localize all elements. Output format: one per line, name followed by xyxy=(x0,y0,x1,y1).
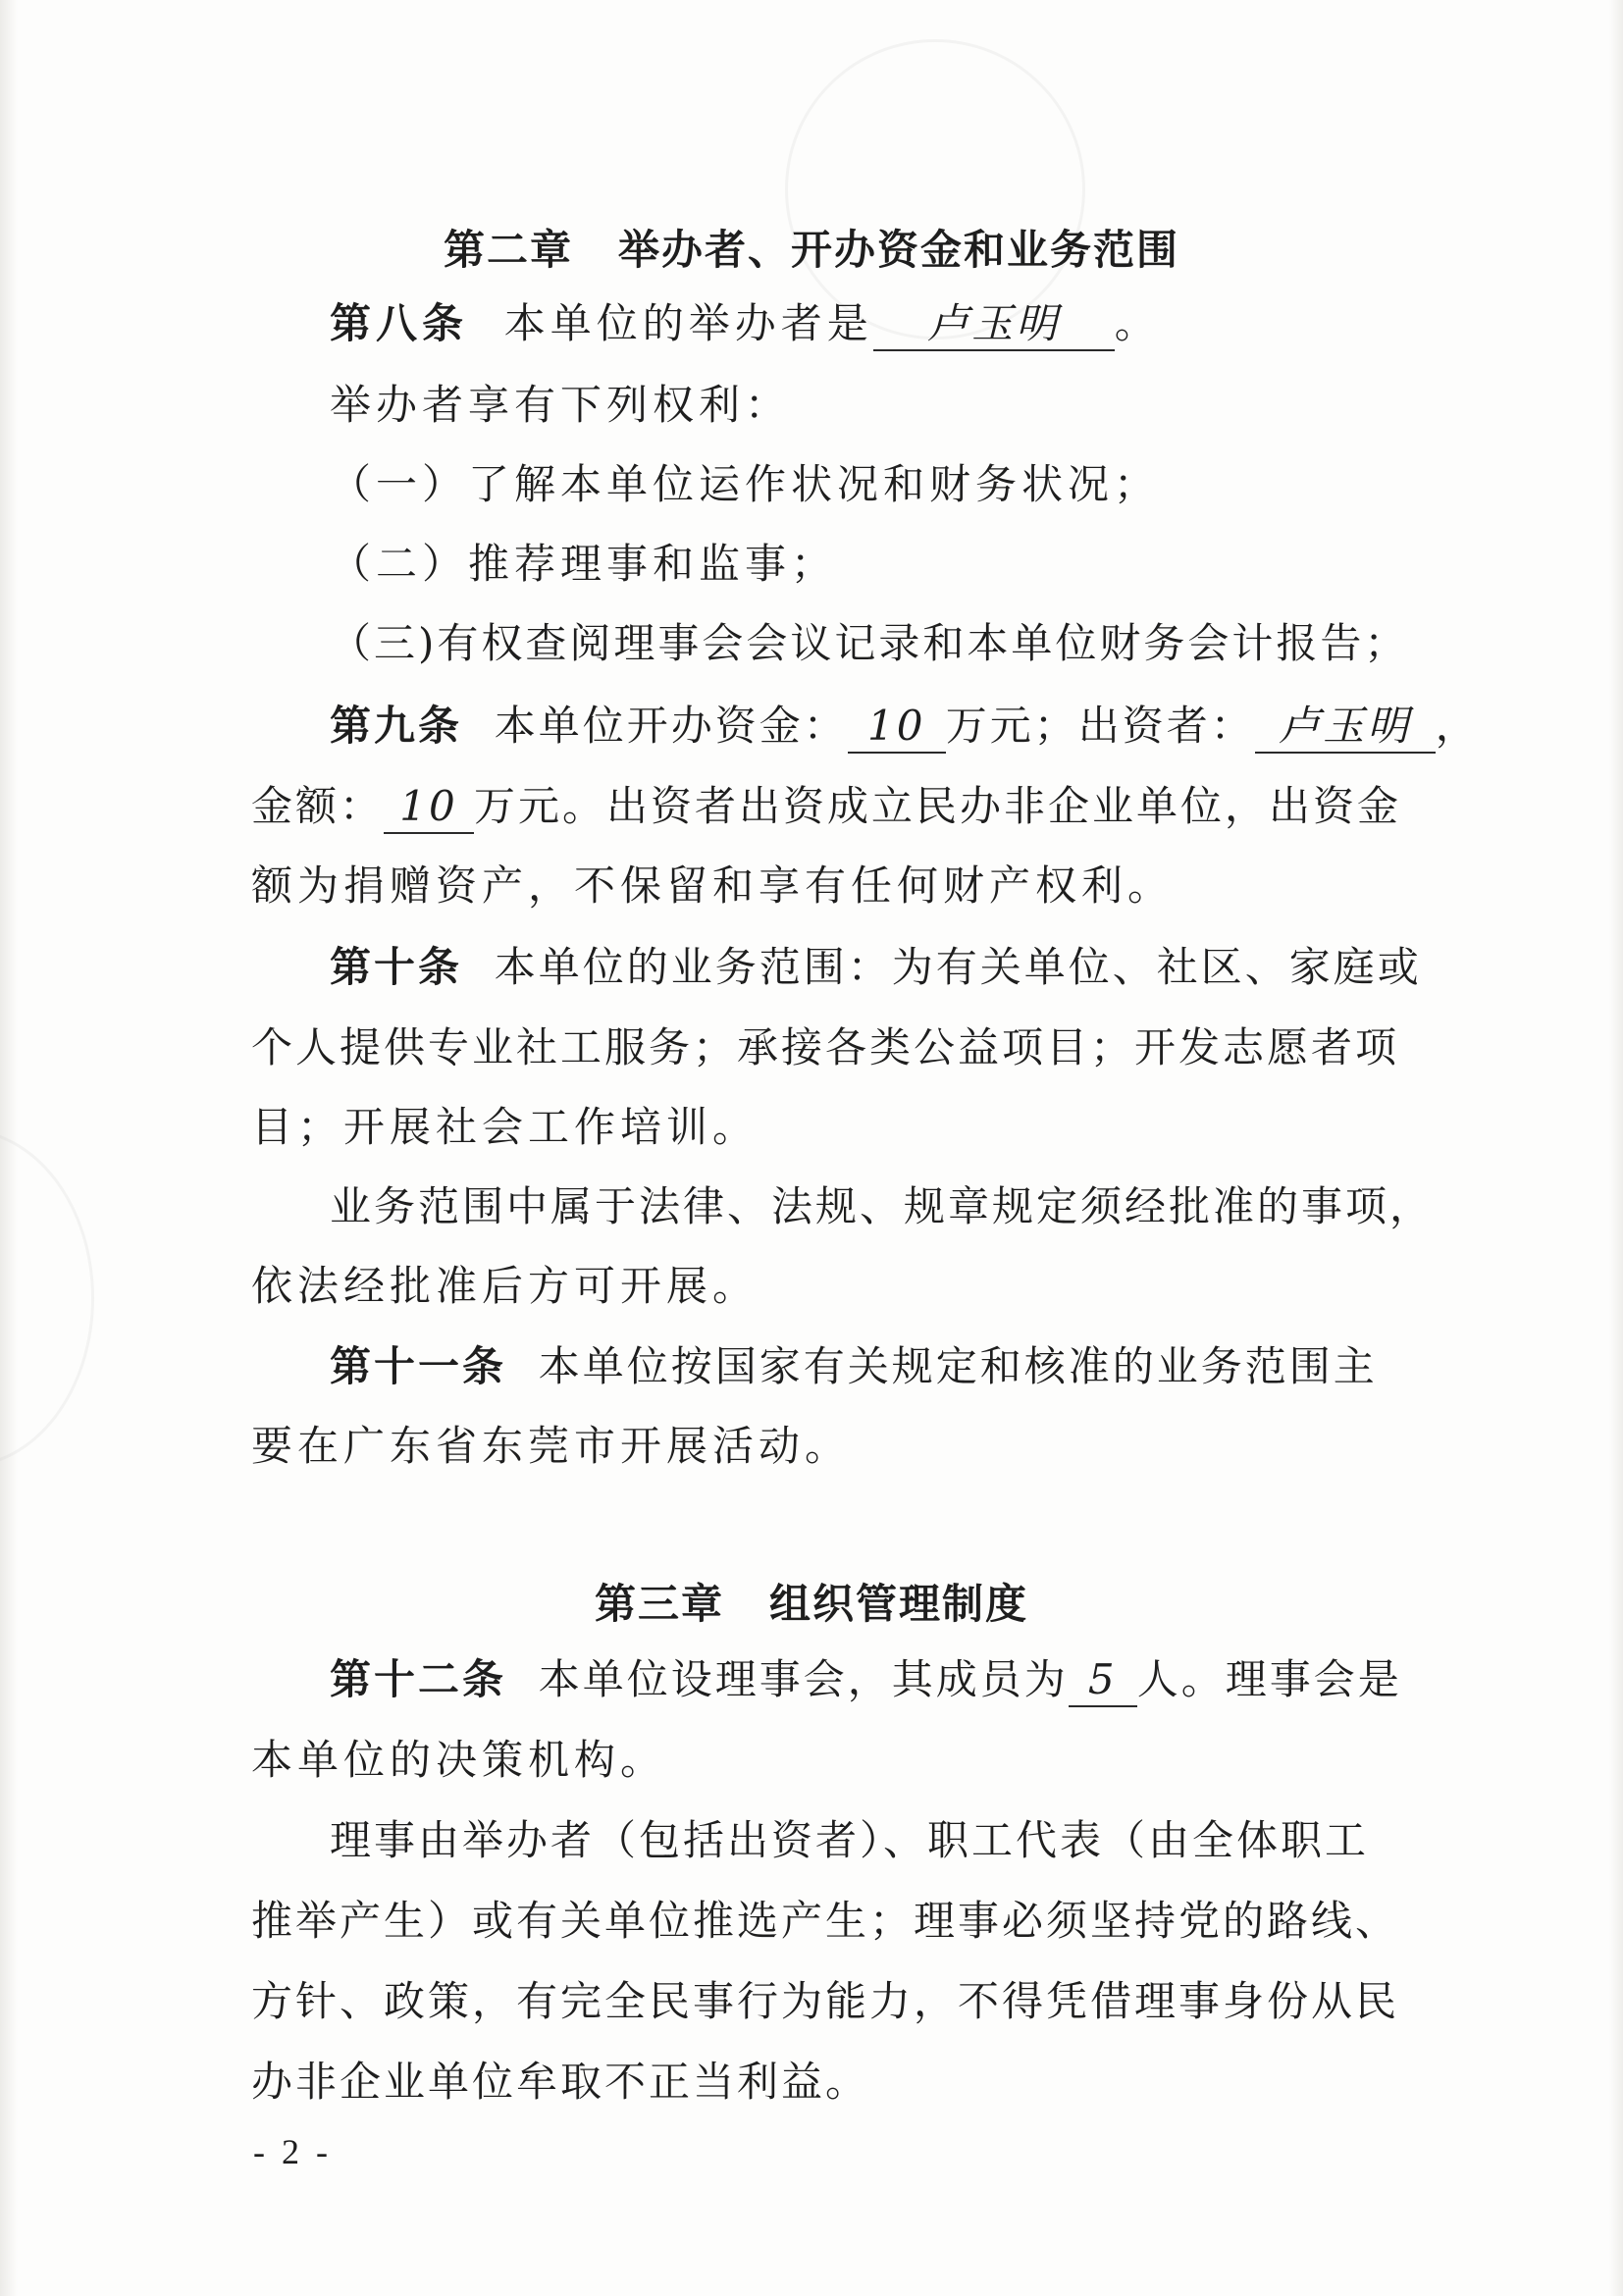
article-10-line-3: 目；开展社会工作培训。 xyxy=(251,1103,759,1151)
page-number: - 2 - xyxy=(253,2132,332,2171)
article-11-line-1 xyxy=(330,1337,1378,1396)
article-11-line-1-text: 本单位按国家有关规定和核准的业务范围主 xyxy=(538,1342,1378,1390)
article-10-line-1-text: 本单位的业务范围：为有关单位、社区、家庭或 xyxy=(494,943,1422,991)
article-12-text: 本单位设理事会，其成员为 xyxy=(538,1655,1069,1703)
article-9-amount-label: 金额： xyxy=(251,782,385,830)
article-11-line-2: 要在广东省东莞市开展活动。 xyxy=(251,1422,852,1470)
chapter-2-number: 第二章 xyxy=(443,226,573,274)
article-11-label: 第十一条 xyxy=(330,1342,507,1390)
organizer-rights-intro: 举办者享有下列权利： xyxy=(330,381,792,429)
chapter-2-heading xyxy=(0,218,1623,277)
article-10-line-2: 个人提供专业社工服务；承接各类公益项目；开发志愿者项 xyxy=(251,1023,1400,1071)
article-9-capital-label: 本单位开办资金： xyxy=(494,702,848,750)
article-12-para-2-line-4: 办非企业单位牟取不正当利益。 xyxy=(251,2058,870,2106)
article-12-para-2-line-2: 推举产生）或有关单位推选产生；理事必须坚持党的路线、 xyxy=(251,1897,1400,1945)
article-10-para-2-line-1: 业务范围中属于法律、法规、规章规定须经批准的事项， xyxy=(330,1182,1435,1230)
organizer-right-1: （一）了解本单位运作状况和财务状况； xyxy=(330,460,1161,508)
scan-edge-shadow-right xyxy=(1609,0,1623,2296)
chapter-3-number: 第三章 xyxy=(594,1580,724,1628)
article-8-period: 。 xyxy=(1114,299,1161,347)
article-12-para-2-line-3: 方针、政策，有完全民事行为能力，不得凭借理事身份从民 xyxy=(251,1977,1400,2025)
article-12-label: 第十二条 xyxy=(330,1655,507,1703)
investor-name-field: 卢玉明 xyxy=(1255,701,1436,754)
article-12-text-after: 人。理事会是 xyxy=(1136,1655,1402,1703)
article-12-para-2-line-1: 理事由举办者（包括出资者）、职工代表（由全体职工 xyxy=(330,1816,1370,1864)
organizer-right-2: （二）推荐理事和监事； xyxy=(330,540,838,588)
organizer-name-field: 卢玉明 xyxy=(873,298,1115,351)
article-8-line xyxy=(330,294,1161,353)
article-12-line-2: 本单位的决策机构。 xyxy=(251,1736,667,1784)
article-9-line-2 xyxy=(251,777,1401,836)
investment-amount-field: 10 xyxy=(384,781,474,834)
article-9-label: 第九条 xyxy=(330,702,463,750)
article-8-text: 本单位的举办者是 xyxy=(503,299,873,347)
article-9-investor-label: 万元；出资者： xyxy=(945,702,1255,750)
article-10-para-2-line-2: 依法经批准后方可开展。 xyxy=(251,1262,759,1310)
board-member-count-field: 5 xyxy=(1069,1654,1137,1707)
article-9-line-2-text: 万元。出资者出资成立民办非企业单位，出资金 xyxy=(474,782,1402,830)
chapter-3-heading xyxy=(0,1572,1623,1631)
article-9-line-1 xyxy=(330,697,1480,756)
faint-seal-ghost-left xyxy=(0,1128,94,1468)
capital-amount-field: 10 xyxy=(848,701,946,754)
article-10-label: 第十条 xyxy=(330,943,463,991)
article-8-label: 第八条 xyxy=(330,299,469,347)
article-9-line-3: 额为捐赠资产，不保留和享有任何财产权利。 xyxy=(251,861,1175,910)
article-12-line-1 xyxy=(330,1650,1402,1709)
chapter-2-subtitle: 举办者、开办资金和业务范围 xyxy=(618,226,1180,274)
article-9-comma: ， xyxy=(1435,702,1480,750)
chapter-3-subtitle: 组织管理制度 xyxy=(769,1580,1029,1628)
article-10-line-1 xyxy=(330,938,1422,997)
organizer-right-3: （三)有权查阅理事会会议记录和本单位财务会计报告； xyxy=(330,619,1409,667)
